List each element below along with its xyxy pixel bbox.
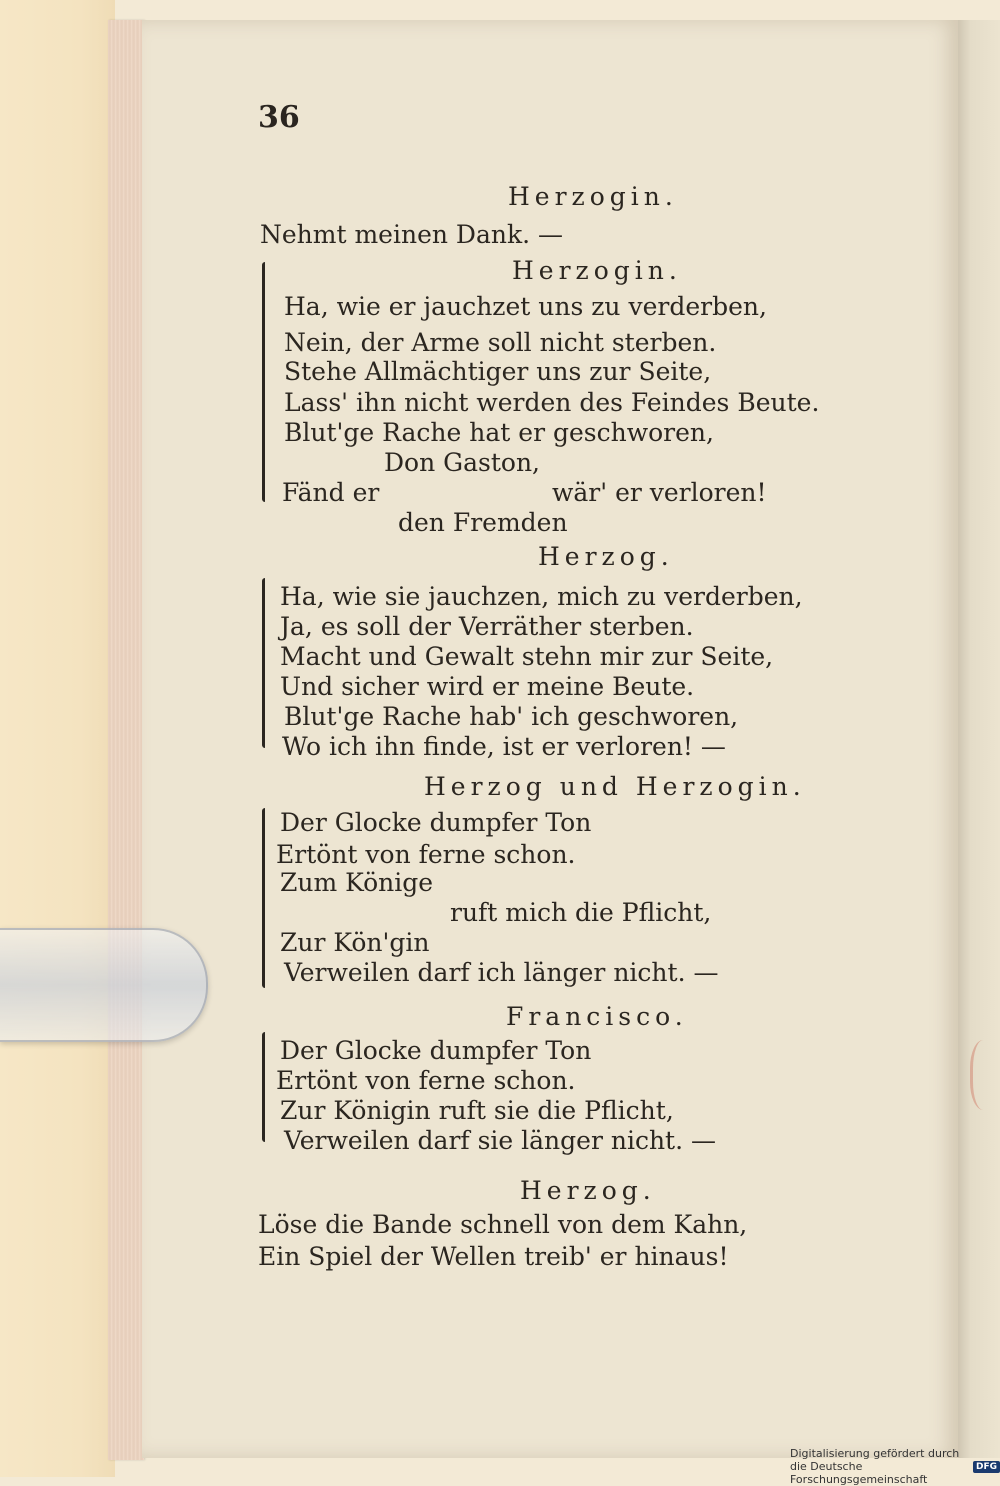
speaker-heading: Francisco. bbox=[506, 1002, 688, 1031]
verse-line: den Fremden bbox=[398, 508, 568, 537]
red-ink-mark bbox=[970, 1040, 1000, 1110]
verse-line: Don Gaston, bbox=[384, 448, 540, 477]
verse-line: Und sicher wird er meine Beute. bbox=[280, 672, 695, 701]
verse-line: ruft mich die Pflicht, bbox=[450, 898, 712, 927]
verse-brace bbox=[262, 808, 265, 988]
verse-line: Ertönt von ferne schon. bbox=[276, 840, 576, 869]
speaker-heading: Herzogin. bbox=[508, 182, 678, 211]
verse-line: Blut'ge Rache hat er geschworen, bbox=[284, 418, 714, 447]
verse-line: Blut'ge Rache hab' ich geschworen, bbox=[284, 702, 739, 731]
verse-brace bbox=[262, 1032, 265, 1142]
footer bbox=[790, 1447, 1000, 1486]
verse-brace bbox=[262, 262, 265, 502]
verse-line: Ha, wie er jauchzet uns zu verderben, bbox=[284, 292, 767, 321]
verse-line: Zur Kön'gin bbox=[280, 928, 430, 957]
verse-line: Fänd er bbox=[282, 478, 380, 507]
verse-line: Macht und Gewalt stehn mir zur Seite, bbox=[280, 642, 774, 671]
verse-line: Zur Königin ruft sie die Pflicht, bbox=[280, 1096, 674, 1125]
dfg-logo: DFG bbox=[973, 1461, 1000, 1473]
facing-page-edge bbox=[958, 20, 1000, 1458]
verse-brace bbox=[262, 578, 265, 748]
verse-line: wär' er verloren! bbox=[552, 478, 767, 507]
verse-line: Wo ich ihn finde, ist er verloren! — bbox=[282, 732, 726, 761]
page-number: 36 bbox=[258, 100, 300, 135]
scan-background-margin bbox=[0, 0, 115, 1477]
verse-line: Löse die Bande schnell von dem Kahn, bbox=[258, 1210, 748, 1239]
speaker-heading: Herzog. bbox=[520, 1176, 656, 1205]
verse-line: Ha, wie sie jauchzen, mich zu verderben, bbox=[280, 582, 803, 611]
verse-line: Nein, der Arme soll nicht sterben. bbox=[284, 328, 717, 357]
verse-line: Ja, es soll der Verräther sterben. bbox=[280, 612, 694, 641]
footer-funding-text: Digitalisierung gefördert durch die Deutsche Forschungsgemeinschaft bbox=[790, 1447, 960, 1486]
verse-line: Lass' ihn nicht werden des Feindes Beute. bbox=[284, 388, 820, 417]
scanner-clip bbox=[0, 928, 208, 1042]
speaker-heading: Herzog. bbox=[538, 542, 674, 571]
verse-line: Stehe Allmächtiger uns zur Seite, bbox=[284, 357, 712, 386]
verse-line: Zum Könige bbox=[280, 868, 434, 897]
verse-line: Der Glocke dumpfer Ton bbox=[280, 808, 592, 837]
verse-line: Nehmt meinen Dank. — bbox=[260, 220, 564, 249]
verse-line: Verweilen darf sie länger nicht. — bbox=[284, 1126, 716, 1155]
speaker-heading: Herzogin. bbox=[512, 256, 682, 285]
verse-line: Verweilen darf ich länger nicht. — bbox=[284, 958, 719, 987]
page-edge-stack bbox=[108, 20, 144, 1460]
verse-line: Ertönt von ferne schon. bbox=[276, 1066, 576, 1095]
speaker-heading: Herzog und Herzogin. bbox=[424, 772, 806, 801]
verse-line: Ein Spiel der Wellen treib' er hinaus! bbox=[258, 1242, 729, 1271]
verse-line: Der Glocke dumpfer Ton bbox=[280, 1036, 592, 1065]
